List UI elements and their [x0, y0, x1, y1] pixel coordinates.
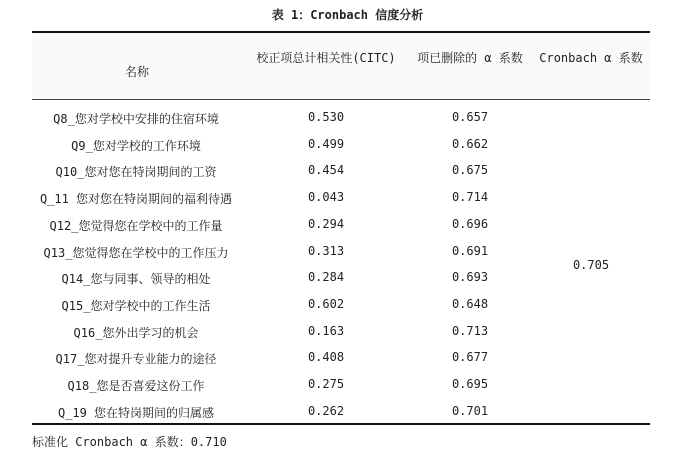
table-caption: 表 1：Cronbach 信度分析	[271, 8, 424, 22]
table-row	[0, 158, 695, 185]
item-name: Q12_您觉得您在学校中的工作量	[49, 218, 223, 233]
table-row	[0, 345, 695, 372]
item-citc: 0.043	[307, 190, 345, 205]
item-citc: 0.262	[307, 403, 345, 418]
item-alpha-if-deleted: 0.648	[451, 296, 489, 311]
item-name: Q14_您与同事、领导的相处	[61, 272, 211, 287]
item-citc: 0.454	[307, 163, 345, 178]
cronbach-alpha-value: 0.705	[572, 258, 610, 272]
table-row	[0, 185, 695, 212]
table-row	[0, 132, 695, 159]
item-citc: 0.284	[307, 270, 345, 285]
item-citc: 0.530	[307, 110, 345, 124]
item-alpha-if-deleted: 0.662	[451, 136, 489, 151]
item-alpha-if-deleted: 0.713	[451, 323, 489, 338]
table-row	[0, 212, 695, 239]
item-alpha-if-deleted: 0.693	[451, 270, 489, 285]
header-name: 名称	[124, 65, 149, 79]
item-citc: 0.408	[307, 350, 345, 365]
header-alpha-if-deleted: 项已删除的 α 系数	[417, 51, 523, 65]
item-name: Q18_您是否喜爱这份工作	[67, 379, 205, 393]
item-alpha-if-deleted: 0.696	[451, 216, 489, 231]
item-alpha-if-deleted: 0.657	[451, 110, 489, 124]
item-name: Q13_您觉得您在学校中的工作压力	[43, 245, 229, 260]
item-citc: 0.163	[307, 323, 345, 338]
table-row	[0, 319, 695, 346]
table-header-rule	[32, 99, 650, 100]
table-row	[0, 292, 695, 319]
item-name: Q15_您对学校中的工作生活	[61, 298, 211, 313]
item-name: Q9_您对学校的工作环境	[71, 138, 201, 153]
item-citc: 0.275	[307, 377, 345, 391]
item-citc: 0.294	[307, 216, 345, 231]
item-name: Q_19 您在特岗期间的归属感	[57, 405, 215, 420]
item-alpha-if-deleted: 0.677	[451, 350, 489, 365]
table-row	[0, 399, 695, 426]
item-name: Q17_您对提升专业能力的途径	[55, 352, 217, 367]
table-row	[0, 372, 695, 399]
item-citc: 0.602	[307, 296, 345, 311]
item-alpha-if-deleted: 0.695	[451, 377, 489, 391]
table-row	[0, 105, 695, 132]
item-alpha-if-deleted: 0.714	[451, 190, 489, 205]
item-citc: 0.499	[307, 136, 345, 151]
table-footnote: 标准化 Cronbach α 系数：0.710	[32, 435, 227, 449]
item-citc: 0.313	[307, 243, 345, 258]
header-cronbach-alpha: Cronbach α 系数	[539, 51, 643, 65]
item-alpha-if-deleted: 0.701	[451, 403, 489, 418]
header-citc: 校正项总计相关性(CITC)	[256, 51, 396, 65]
item-alpha-if-deleted: 0.675	[451, 163, 489, 178]
item-name: Q_11 您对您在特岗期间的福利待遇	[39, 192, 233, 207]
item-name: Q8_您对学校中安排的住宿环境	[53, 112, 219, 126]
item-alpha-if-deleted: 0.691	[451, 243, 489, 258]
item-name: Q16_您外出学习的机会	[73, 325, 199, 340]
table-bottom-rule	[32, 423, 650, 425]
item-name: Q10_您对您在特岗期间的工资	[55, 165, 217, 180]
